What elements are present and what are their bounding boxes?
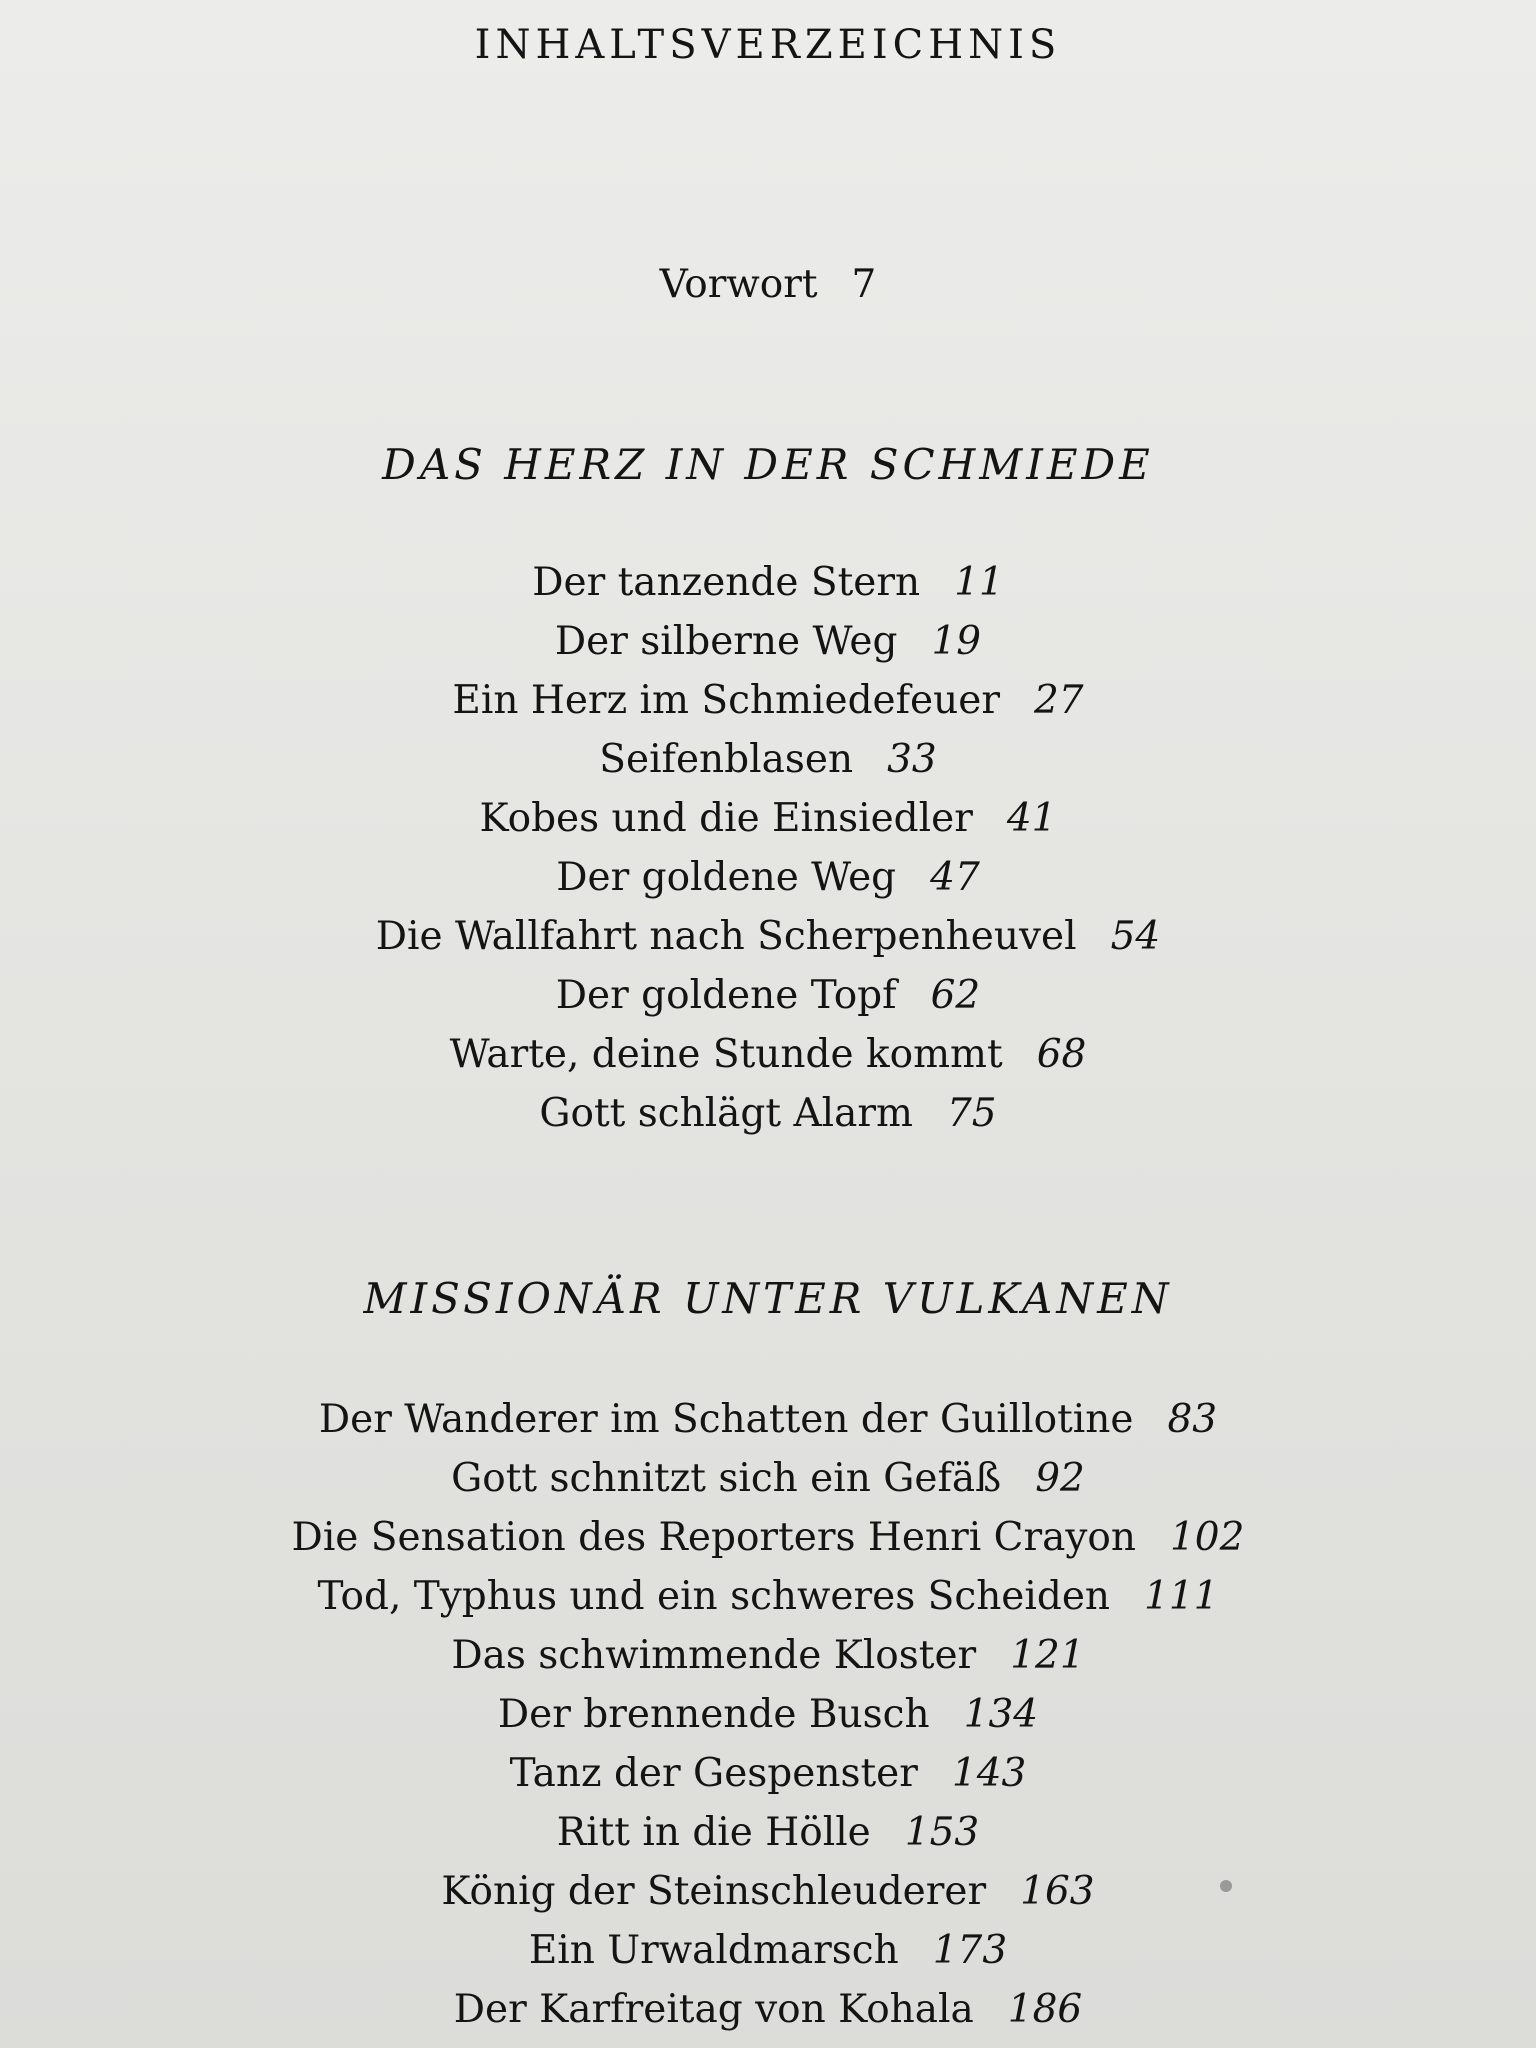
entry-label: Gott schlägt Alarm [539,1091,913,1136]
entry-page-number: 153 [904,1810,980,1855]
toc-entry [0,737,1536,783]
toc-entry [0,1869,1536,1915]
toc-entry [0,855,1536,901]
entry-label: Seifenblasen [599,737,854,782]
entry-page-number: 33 [887,737,937,782]
entry-page-number: 111 [1144,1574,1219,1619]
entry-label: Der goldene Weg [556,855,897,900]
entry-label: Ein Herz im Schmiedefeuer [452,678,1000,723]
entry-label: Der brennende Busch [497,1692,930,1737]
entry-label: Ritt in die Hölle [556,1810,871,1855]
entry-label: Warte, deine Stunde kommt [449,1032,1003,1077]
entry-label: Der goldene Topf [555,973,897,1018]
toc-entry [0,1397,1536,1443]
toc-entry [0,1574,1536,1620]
entry-page-number: 62 [930,973,981,1018]
entry-label: Der tanzende Stern [532,560,921,605]
toc-entry [0,1987,1536,2033]
entry-page-number: 121 [1010,1633,1085,1678]
entry-label: Vorwort [659,262,818,307]
toc-entry [0,619,1536,665]
entry-label: Tod, Typhus und ein schweres Scheiden [317,1574,1111,1619]
entry-page-number: 54 [1110,914,1161,959]
entry-label: Der Karfreitag von Kohala [453,1987,974,2032]
toc-entry [0,914,1536,960]
toc-entry [0,560,1536,606]
entry-page-number: 68 [1036,1032,1087,1077]
entry-label: Die Wallfahrt nach Scherpenheuvel [375,914,1077,959]
paper-speck [1220,1880,1232,1892]
entry-page-number: 173 [932,1928,1008,1973]
toc-entry [0,1633,1536,1679]
entry-label: Der Wanderer im Schatten der Guillotine [318,1397,1134,1442]
entry-label: Das schwimmende Kloster [451,1633,977,1678]
toc-entry [0,796,1536,842]
entry-page-number: 41 [1006,796,1057,841]
entry-label: Kobes und die Einsiedler [479,796,973,841]
toc-entry [0,1515,1536,1561]
entry-label: Die Sensation des Reporters Henri Crayon [291,1515,1136,1560]
toc-entry-preface [0,262,1536,308]
page-title: INHALTSVERZEICHNIS [474,22,1062,68]
entry-page-number: 75 [946,1091,997,1136]
entry-page-number: 7 [851,262,877,307]
toc-entry [0,1032,1536,1078]
toc-entry [0,1692,1536,1738]
entry-page-number: 11 [954,560,1004,605]
entry-page-number: 143 [951,1751,1027,1796]
entry-label: Der silberne Weg [554,619,898,664]
toc-entry [0,1928,1536,1974]
entry-page-number: 27 [1033,678,1084,723]
toc-entry [0,1091,1536,1137]
toc-entry [0,1456,1536,1502]
toc-entry [0,678,1536,724]
entry-page-number: 83 [1167,1397,1218,1442]
entry-page-number: 47 [930,855,980,900]
entry-label: Gott schnitzt sich ein Gefäß [451,1456,1002,1501]
entry-label: Tanz der Gespenster [509,1751,918,1796]
section-heading-2: MISSIONÄR UNTER VULKANEN [363,1274,1173,1323]
toc-entry [0,1751,1536,1797]
toc-entry [0,1810,1536,1856]
section-heading-1: DAS HERZ IN DER SCHMIEDE [382,440,1154,489]
toc-entry [0,973,1536,1019]
entry-page-number: 19 [931,619,982,664]
entry-label: Ein Urwaldmarsch [528,1928,899,1973]
entry-page-number: 186 [1007,1987,1083,2032]
entry-page-number: 163 [1020,1869,1095,1914]
entry-page-number: 134 [963,1692,1039,1737]
entry-page-number: 92 [1035,1456,1085,1501]
entry-page-number: 102 [1169,1515,1245,1560]
entry-label: König der Steinschleuderer [441,1869,987,1914]
